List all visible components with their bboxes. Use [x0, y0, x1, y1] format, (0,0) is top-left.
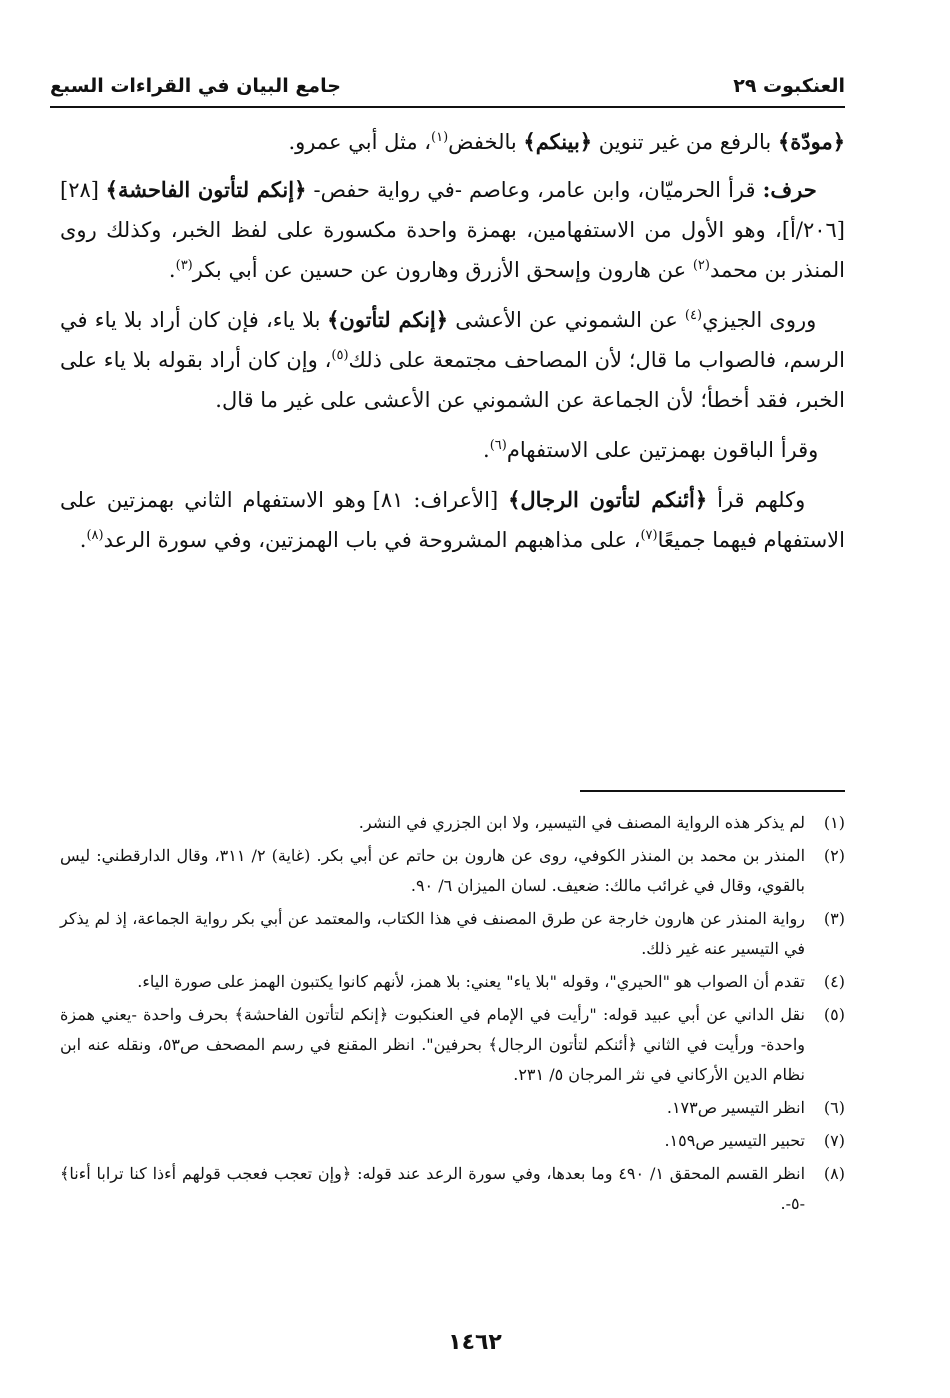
footnote-text: انظر التيسير ص١٧٣.: [666, 1098, 805, 1117]
text-run: وكلهم قرأ: [707, 488, 806, 512]
paragraph-5: [60, 480, 845, 560]
text-run: بالرفع من غير تنوين: [592, 130, 778, 154]
footnote: [60, 904, 845, 964]
footnote-number: (٧): [823, 1131, 845, 1150]
footnote-text: تحبير التيسير ص١٥٩.: [664, 1131, 805, 1150]
text-run: [٢٨] [٢٠٦/أ]، وهو الأول من الاستفهامين، بهمزة واحدة مكسورة على لفظ الخبر، وكذلك روى المنذر بن محمد: [60, 178, 845, 282]
text-run: وروى الجيزي: [702, 308, 817, 332]
text-run: قرأ الحرميّان، وابن عامر، وعاصم -في رواية حفص-: [306, 178, 763, 202]
footnote-ref[interactable]: (٣): [175, 258, 193, 273]
footnotes: [60, 808, 845, 1222]
footnote-ref[interactable]: (٢): [692, 258, 710, 273]
footnote: [60, 841, 845, 901]
footnote: [60, 1126, 845, 1156]
paragraph-2: [60, 170, 845, 290]
footnote-number: (٦): [823, 1098, 845, 1117]
running-header: [50, 68, 845, 104]
header-book-title: جامع البيان في القراءات السبع: [50, 75, 341, 97]
main-text: [60, 122, 845, 570]
footnote-ref[interactable]: (٤): [684, 308, 703, 323]
quran-quote: ﴿أئنكم لتأتون الرجال﴾: [508, 487, 708, 512]
footnote: [60, 808, 845, 838]
footnote-number: (٥): [823, 1005, 845, 1024]
text-run: عن هارون وإسحق الأزرق وهارون عن حسين عن أبي بكر: [192, 258, 693, 282]
text-run: ، وإن كان أراد بقوله بلا ياء على الخبر، فقد أخطأ؛ لأن الجماعة عن الشموني عن الأعشى على غير ما قال.: [60, 348, 845, 412]
footnote: [60, 967, 845, 997]
footnote-text: رواية المنذر عن هارون خارجة عن طرق المصنف في هذا الكتاب، والمعتمد عن أبي بكر رواية الجماعة، إذ لم يذكر في التيسير عنه غير ذلك.: [60, 909, 805, 958]
footnote-ref[interactable]: (٥): [331, 348, 349, 363]
text-run: .: [483, 438, 490, 462]
footnote-number: (٢): [823, 846, 845, 865]
text-run: [الأعراف: ٨١] وهو الاستفهام الثاني بهمزتين على الاستفهام فيهما جميعًا: [60, 488, 845, 552]
paragraph-3: [60, 300, 845, 420]
text-run: ، مثل أبي عمرو.: [288, 130, 432, 154]
text-run: عن الشموني عن الأعشى: [448, 308, 685, 332]
footnote-text: المنذر بن محمد بن المنذر الكوفي، روى عن هارون بن حاتم عن أبي بكر. (غاية) ٢/ ٣١١، وقال الدارقطني: ليس بالقوي، وقال في غرائب مالك: ضعيف. لسان الميزان ٦/ ٩٠.: [60, 846, 806, 895]
footnote-ref[interactable]: (٦): [489, 438, 507, 453]
footnote-number: (١): [823, 813, 845, 832]
text-run: وقرأ الباقون بهمزتين على الاستفهام: [506, 438, 819, 462]
text-run: بلا ياء، فإن كان أراد بلا ياء في الرسم، فالصواب ما قال؛ لأن المصاحف مجتمعة على ذلك: [60, 308, 845, 372]
text-run: ، على مذاهبهم المشروحة في باب الهمزتين، وفي سورة الرعد: [103, 528, 641, 552]
footnote-number: (٣): [823, 909, 845, 928]
footnote-text: نقل الداني عن أبي عبيد قوله: "رأيت في الإمام في العنكبوت ﴿إنكم لتأتون الفاحشة﴾ بحرف واحدة -يعني همزة واحدة- ورأيت في الثاني ﴿أئنكم لتأتون الرجال﴾ بحرفين". انظر المقنع في رسم المصحف ص٥٣، ونقله عنه ابن نظام الدين الأركاني في نثر المرجان ٥/ ٢٣١.: [60, 1005, 806, 1084]
quran-quote: ﴿مودّة﴾: [777, 129, 845, 154]
header-divider: [50, 106, 845, 108]
paragraph-4: [60, 430, 845, 470]
footnote-number: (٨): [823, 1164, 845, 1183]
footnote-text: لم يذكر هذه الرواية المصنف في التيسير، ولا ابن الجزري في النشر.: [358, 813, 805, 832]
footnote-text: انظر القسم المحقق ١/ ٤٩٠ وما بعدها، وفي سورة الرعد عند قوله: ﴿وإن تعجب فعجب قولهم أءذا كنا ترابا أءنا﴾ -٥-.: [60, 1164, 806, 1213]
footnote-ref[interactable]: (٧): [640, 528, 658, 543]
footnote: [60, 1159, 845, 1219]
quran-quote: ﴿إنكم لتأتون الفاحشة﴾: [105, 177, 307, 202]
header-surah-verse: العنكبوت ٢٩: [733, 75, 845, 97]
page-number: ١٤٦٢: [448, 1330, 502, 1355]
footnote: [60, 1093, 845, 1123]
text-run: .: [168, 258, 176, 282]
quran-quote: ﴿إنكم لتأتون﴾: [327, 307, 449, 332]
text-run: بالخفض: [448, 130, 524, 154]
section-label: حرف:: [762, 177, 817, 202]
footnote-number: (٤): [823, 972, 845, 991]
text-run: .: [79, 528, 87, 552]
footnote-divider: [580, 790, 845, 792]
footnote: [60, 1000, 845, 1090]
footnote-ref[interactable]: (٨): [86, 528, 104, 543]
footnote-ref[interactable]: (١): [431, 130, 449, 145]
quran-quote: ﴿بينكم﴾: [523, 129, 593, 154]
paragraph-1: [60, 122, 845, 162]
footnote-text: تقدم أن الصواب هو "الحيري"، وقوله "بلا ياء" يعني: بلا همز، لأنهم كانوا يكتبون الهمز على صورة الياء.: [137, 972, 805, 991]
